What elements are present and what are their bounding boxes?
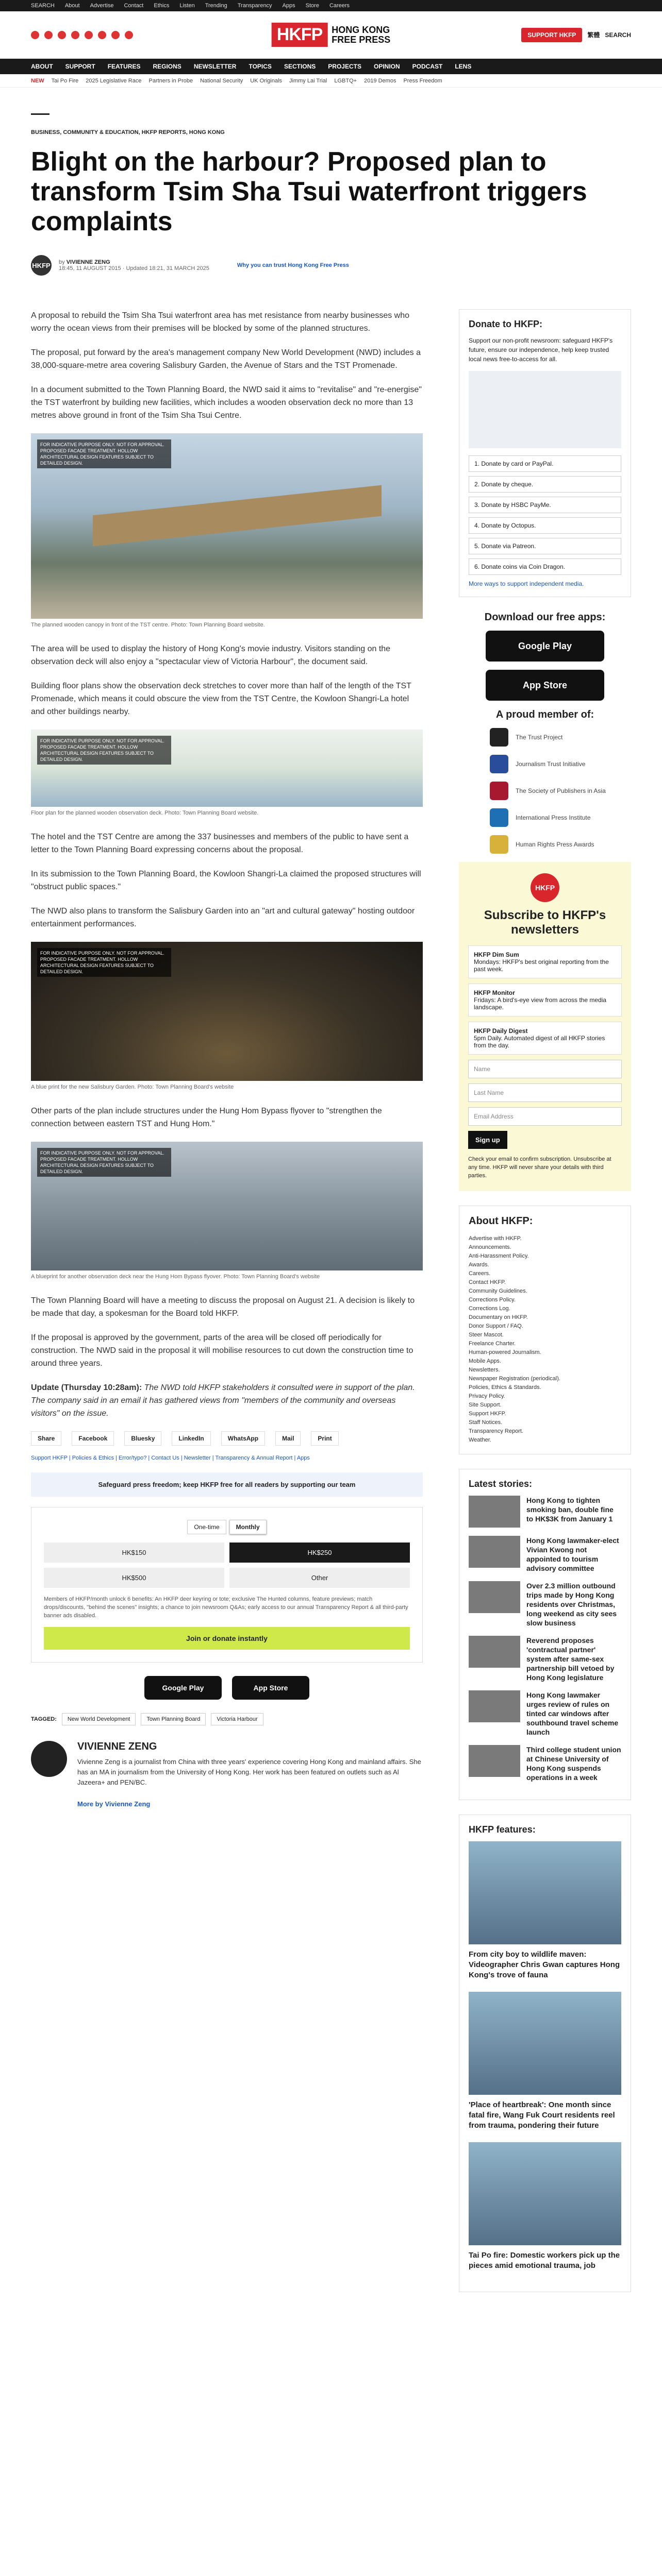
about-link[interactable]: Donor Support / FAQ. bbox=[469, 1323, 523, 1329]
story-thumbnail[interactable] bbox=[469, 1636, 520, 1668]
member-org[interactable]: Journalism Trust Initiative bbox=[459, 755, 631, 773]
figure-caption: The planned wooden canopy in front of the TST centre. Photo: Town Planning Board website. bbox=[31, 622, 265, 628]
facebook-icon[interactable] bbox=[31, 31, 39, 39]
author-bio bbox=[31, 1741, 423, 1821]
story-thumbnail[interactable] bbox=[469, 1690, 520, 1722]
nav-support[interactable]: SUPPORT bbox=[65, 63, 95, 70]
share-print[interactable]: Print bbox=[311, 1431, 338, 1446]
share-mail[interactable]: Mail bbox=[275, 1431, 301, 1446]
newsletter-option[interactable]: HKFP Daily Digest 5pm Daily. Automated digest of all HKFP stories from the day. bbox=[468, 1022, 622, 1055]
advertise-link[interactable]: Advertise bbox=[90, 3, 114, 9]
image-label: FOR INDICATIVE PURPOSE ONLY. NOT FOR APPROVAL. PROPOSED FACADE TREATMENT. HOLLOW ARCHITECTURAL DESIGN FEATURES SUBJECT TO DETAILED DESIGN. bbox=[37, 948, 171, 977]
figure bbox=[31, 942, 423, 1090]
about-link[interactable]: Anti-Harassment Policy. bbox=[469, 1253, 529, 1259]
nav-opinion[interactable]: OPINION bbox=[373, 63, 400, 70]
tab-one-time[interactable]: One-time bbox=[187, 1520, 226, 1534]
email-field[interactable]: Email Address bbox=[468, 1107, 622, 1126]
top-bar bbox=[0, 0, 662, 11]
nav-podcast[interactable]: PODCAST bbox=[412, 63, 443, 70]
image-label: FOR INDICATIVE PURPOSE ONLY. NOT FOR APPROVAL. PROPOSED FACADE TREATMENT. HOLLOW ARCHITECTURAL DESIGN FEATURES SUBJECT TO DETAILED DESIGN. bbox=[37, 736, 171, 765]
language-toggle[interactable]: 繁體 bbox=[587, 31, 600, 39]
social-icons bbox=[31, 31, 133, 39]
donate-text: Support our non-profit newsroom: safeguard HKFP's future, ensure our independence, help keep trusted local news free-to-access for all. bbox=[469, 337, 613, 363]
support-banner[interactable]: Safeguard press freedom; keep HKFP free for all readers by supporting our team bbox=[31, 1472, 423, 1497]
feature-image[interactable] bbox=[469, 1992, 621, 2095]
story-headline[interactable]: Third college student union at Chinese University of Hong Kong suspends operations in a week bbox=[526, 1745, 621, 1782]
sidebar bbox=[459, 309, 631, 2307]
features-title: HKFP features: bbox=[469, 1824, 536, 1835]
updated-date: Updated 18:21, 31 MARCH 2025 bbox=[126, 265, 209, 272]
donate-option[interactable]: 3. Donate by HSBC PayMe. bbox=[469, 497, 621, 513]
hkfp-icon: HKFP bbox=[531, 873, 559, 902]
donate-image bbox=[469, 371, 621, 448]
story-item[interactable] bbox=[469, 1496, 621, 1528]
about-link[interactable]: Announcements. bbox=[469, 1244, 511, 1250]
careers-link[interactable]: Careers bbox=[329, 3, 350, 9]
new-badge: NEW bbox=[31, 77, 44, 84]
more-by-author[interactable]: More by Vivienne Zeng bbox=[77, 1800, 151, 1808]
member-title: A proud member of: bbox=[495, 709, 594, 720]
canopy-image[interactable] bbox=[31, 433, 423, 619]
update-note: Update (Thursday 10:28am): The NWD told HKFP stakeholders it consulted were in support of the plan. The company said in an email it has gathered views from "members of the community and overseas visitors" on the issue. bbox=[31, 1383, 415, 1418]
donate-option[interactable]: 4. Donate by Octopus. bbox=[469, 517, 621, 534]
about-link[interactable]: About bbox=[64, 3, 80, 9]
newsletter-option[interactable]: HKFP Dim Sum Mondays: HKFP's best original reporting from the past week. bbox=[468, 945, 622, 978]
feature-headline[interactable]: Tai Po fire: Domestic workers pick up the pieces amid emotional trauma, job bbox=[469, 2251, 620, 2270]
story-thumbnail[interactable] bbox=[469, 1745, 520, 1777]
member-org[interactable]: Human Rights Press Awards bbox=[459, 835, 631, 854]
about-list bbox=[469, 1234, 621, 1445]
logo-text: HONG KONG FREE PRESS bbox=[332, 24, 391, 45]
share-whatsapp[interactable]: WhatsApp bbox=[221, 1431, 265, 1446]
paragraph: The Town Planning Board will have a meeting to discuss the proposal on August 21. A decision is likely to be made that day, a spokesman for the Board told HKFP. bbox=[31, 1296, 415, 1318]
paragraph: The hotel and the TST Centre are among the 337 businesses and members of the public to have sent a letter to the Town Planning Board expressing concerns about the proposal. bbox=[31, 833, 409, 854]
about-link[interactable]: Human-powered Journalism. bbox=[469, 1349, 541, 1355]
paragraph: Building floor plans show the observation deck stretches to cover more than half of the length of the TST Promenade, which means it could obscure the view from the TST Centre, the Kowloon Shangri-La hotel and other buildings nearby. bbox=[31, 682, 411, 716]
trending-item[interactable]: Partners in Probe bbox=[148, 77, 193, 84]
app-store-button[interactable]: App Store bbox=[486, 670, 604, 701]
trending-link[interactable]: Trending bbox=[205, 3, 227, 9]
feature-item[interactable] bbox=[469, 1992, 621, 2131]
search-link[interactable]: SEARCH bbox=[31, 3, 55, 9]
nav-projects[interactable]: PROJECTS bbox=[328, 63, 361, 70]
feature-image[interactable] bbox=[469, 2142, 621, 2245]
article-header bbox=[0, 113, 662, 276]
about-link[interactable]: Steer Mascot. bbox=[469, 1332, 504, 1338]
story-item[interactable] bbox=[469, 1636, 621, 1682]
trending-item[interactable]: Press Freedom bbox=[403, 77, 442, 84]
tag[interactable]: New World Development bbox=[62, 1713, 136, 1725]
feature-item[interactable] bbox=[469, 1841, 621, 1980]
contact-link[interactable]: Contact bbox=[124, 3, 144, 9]
share-bar bbox=[31, 1431, 423, 1446]
site-logo[interactable] bbox=[272, 23, 391, 47]
paragraph: The proposal, put forward by the area's management company New World Development (NWD) includes a 38,000-square-metre area covering Salisbury Garden, the Avenue of Stars and the TST Promenade. bbox=[31, 348, 421, 370]
trending-item[interactable]: LGBTQ+ bbox=[334, 77, 357, 84]
tag[interactable]: Town Planning Board bbox=[141, 1713, 206, 1725]
figure bbox=[31, 433, 423, 628]
support-button[interactable]: SUPPORT HKFP bbox=[521, 28, 582, 42]
share-bluesky[interactable]: Bluesky bbox=[124, 1431, 161, 1446]
trending-item[interactable]: Tai Po Fire bbox=[51, 77, 79, 84]
member-org[interactable]: The Trust Project bbox=[459, 728, 631, 747]
latest-stories bbox=[459, 1469, 631, 1800]
nav-features[interactable]: FEATURES bbox=[107, 63, 141, 70]
site-header bbox=[0, 11, 662, 59]
apps-link[interactable]: Apps bbox=[282, 3, 295, 9]
story-thumbnail[interactable] bbox=[469, 1581, 520, 1613]
about-link[interactable]: Contact HKFP. bbox=[469, 1279, 506, 1285]
youtube-icon[interactable] bbox=[71, 31, 79, 39]
author-bio-text: Vivienne Zeng is a journalist from China with three years' experience covering Hong Kong and mainland affairs. She has an MA in journalism from the University of Hong Kong. Her work has been featured on outlets such as Al Jazeera+ and PEN/BC. bbox=[77, 1758, 421, 1786]
tag[interactable]: Victoria Harbour bbox=[211, 1713, 263, 1725]
store-link[interactable]: Store bbox=[305, 3, 319, 9]
trending-item[interactable]: UK Originals bbox=[250, 77, 283, 84]
donate-box bbox=[31, 1507, 423, 1663]
publish-date: 18:45, 11 AUGUST 2015 bbox=[59, 265, 121, 272]
about-link[interactable]: Mobile Apps. bbox=[469, 1358, 501, 1364]
about-link[interactable]: Weather. bbox=[469, 1437, 491, 1443]
salisbury-garden-image[interactable] bbox=[31, 942, 423, 1081]
nav-lens[interactable]: LENS bbox=[455, 63, 472, 70]
byline: HKFP by VIVIENNE ZENG 18:45, 11 AUGUST 2015 · Updated 18:21, 31 MARCH 2025 Why you can trust Hong Kong Free Press bbox=[31, 255, 631, 276]
trending-item[interactable]: 2025 Legislative Race bbox=[86, 77, 142, 84]
feature-item[interactable] bbox=[469, 2142, 621, 2271]
trending-bar bbox=[0, 74, 662, 88]
image-label: FOR INDICATIVE PURPOSE ONLY. NOT FOR APPROVAL. PROPOSED FACADE TREATMENT. HOLLOW ARCHITECTURAL DESIGN FEATURES SUBJECT TO DETAILED DESIGN. bbox=[37, 439, 171, 468]
floor-plan-image[interactable] bbox=[31, 730, 423, 807]
more-ways-link[interactable]: More ways to support independent media. bbox=[469, 580, 584, 587]
google-play-badge[interactable]: Google Play bbox=[144, 1676, 222, 1700]
article-categories[interactable]: BUSINESS, COMMUNITY & EDUCATION, HKFP REPORTS, HONG KONG bbox=[31, 129, 225, 135]
linkedin-icon[interactable] bbox=[98, 31, 106, 39]
apps-title: Download our free apps: bbox=[484, 612, 606, 623]
figure-caption: A blue print for the new Salisbury Garden. Photo: Town Planning Board's website bbox=[31, 1084, 234, 1090]
header-search[interactable]: SEARCH bbox=[605, 31, 631, 39]
instagram-icon[interactable] bbox=[58, 31, 66, 39]
listen-link[interactable]: Listen bbox=[179, 3, 195, 9]
nav-regions[interactable]: REGIONS bbox=[153, 63, 181, 70]
ethics-link[interactable]: Ethics bbox=[154, 3, 170, 9]
footer-links[interactable]: Support HKFP | Policies & Ethics | Error/typo? | Contact Us | Newsletter | Transparency & Annual Report | Apps bbox=[31, 1455, 310, 1461]
amount-option[interactable]: HK$150 bbox=[44, 1543, 224, 1563]
story-headline[interactable]: Reverend proposes 'contractual partner' system after same-sex partnership bill vetoed by Hong Kong legislature bbox=[526, 1636, 615, 1682]
last-name-field[interactable]: Last Name bbox=[468, 1083, 622, 1102]
about-link[interactable]: Community Guidelines. bbox=[469, 1288, 527, 1294]
author-avatar bbox=[31, 1741, 67, 1777]
about-link[interactable]: Awards. bbox=[469, 1262, 489, 1268]
author-link[interactable]: VIVIENNE ZENG bbox=[66, 259, 110, 265]
story-item[interactable] bbox=[469, 1690, 621, 1737]
latest-title: Latest stories: bbox=[469, 1479, 533, 1489]
story-item[interactable] bbox=[469, 1581, 621, 1628]
newsletter-box bbox=[459, 862, 631, 1191]
trending-item[interactable]: Jimmy Lai Trial bbox=[289, 77, 327, 84]
nav-sections[interactable]: SECTIONS bbox=[284, 63, 316, 70]
paragraph: The area will be used to display the history of Hong Kong's movie industry. Visitors standing on the observation deck will also enjoy a "spectacular view of Victoria Harbour", the document said. bbox=[31, 645, 391, 666]
member-perks: Members of HKFP/month unlock 6 benefits: An HKFP deer keyring or tote; exclusive The Hunted columns, feature previews; match drops/discounts, "behind the scenes" insights; a chance to join newsroom Q&As; early access to our annual Transparency Report & all third-party banner ads disabled. bbox=[44, 1596, 408, 1619]
flyover-deck-image[interactable] bbox=[31, 1142, 423, 1270]
amount-option[interactable]: HK$500 bbox=[44, 1568, 224, 1588]
newsletter-option[interactable]: HKFP Monitor Fridays: A bird's-eye view from across the media landscape. bbox=[468, 984, 622, 1016]
name-field[interactable]: Name bbox=[468, 1060, 622, 1078]
tab-monthly[interactable]: Monthly bbox=[229, 1520, 267, 1534]
signup-button[interactable]: Sign up bbox=[468, 1131, 507, 1149]
nav-topics[interactable]: TOPICS bbox=[249, 63, 272, 70]
story-headline[interactable]: Hong Kong lawmaker-elect Vivian Kwong not appointed to tourism advisory committee bbox=[526, 1536, 619, 1572]
join-button[interactable]: Join or donate instantly bbox=[44, 1627, 410, 1650]
features-card bbox=[459, 1815, 631, 2292]
story-headline[interactable]: Hong Kong lawmaker urges review of rules on tinted car windows after southbound travel scheme launch bbox=[526, 1691, 619, 1736]
publisher-avatar: HKFP bbox=[31, 255, 52, 276]
about-link[interactable]: Documentary on HKFP. bbox=[469, 1314, 528, 1320]
figure bbox=[31, 1142, 423, 1280]
telegram-icon[interactable] bbox=[111, 31, 120, 39]
about-link[interactable]: Newsletters. bbox=[469, 1367, 500, 1373]
about-link[interactable]: Careers. bbox=[469, 1270, 491, 1277]
donate-option[interactable]: 6. Donate coins via Coin Dragon. bbox=[469, 558, 621, 575]
donate-option[interactable]: 2. Donate by cheque. bbox=[469, 476, 621, 493]
about-link[interactable]: Advertise with HKFP. bbox=[469, 1235, 522, 1242]
transparency-link[interactable]: Transparency bbox=[237, 3, 272, 9]
amount-option[interactable]: HK$250 bbox=[229, 1543, 410, 1563]
tags bbox=[31, 1713, 423, 1725]
donate-option[interactable]: 1. Donate by card or PayPal. bbox=[469, 455, 621, 472]
author-name[interactable]: VIVIENNE ZENG bbox=[77, 1741, 157, 1752]
story-headline[interactable]: Over 2.3 million outbound trips made by Hong Kong residents over Christmas, long weekend as city sees slow business bbox=[526, 1582, 617, 1627]
story-thumbnail[interactable] bbox=[469, 1536, 520, 1568]
about-link[interactable]: Newspaper Registration (periodical). bbox=[469, 1376, 560, 1382]
story-item[interactable] bbox=[469, 1745, 621, 1782]
paragraph: Other parts of the plan include structures under the Hung Hom Bypass flyover to "strengthen the connection between eastern TST and Hung Hom." bbox=[31, 1107, 382, 1128]
trending-item[interactable]: National Security bbox=[200, 77, 243, 84]
figure bbox=[31, 730, 423, 816]
newsletter-note: Check your email to confirm subscription. Unsubscribe at any time. HKFP will never share your details with third parties. bbox=[468, 1156, 611, 1179]
twitter-icon[interactable] bbox=[44, 31, 53, 39]
about-link[interactable]: Freelance Charter. bbox=[469, 1341, 516, 1347]
trust-link[interactable]: Why you can trust Hong Kong Free Press bbox=[237, 262, 349, 268]
about-link[interactable]: Privacy Policy. bbox=[469, 1393, 505, 1399]
share-linkedin[interactable]: LinkedIn bbox=[172, 1431, 210, 1446]
figure-caption: A blueprint for another observation deck near the Hung Hom Bypass flyover. Photo: Town Planning Board's website bbox=[31, 1274, 320, 1280]
about-link[interactable]: Staff Notices. bbox=[469, 1419, 503, 1426]
rss-icon[interactable] bbox=[125, 31, 133, 39]
share-label: Share bbox=[31, 1431, 61, 1446]
donate-title: Donate to HKFP: bbox=[469, 319, 542, 329]
amount-option[interactable]: Other bbox=[229, 1568, 410, 1588]
main-nav bbox=[0, 59, 662, 74]
member-org[interactable]: The Society of Publishers in Asia bbox=[459, 782, 631, 800]
newsletter-title: Subscribe to HKFP's newsletters bbox=[484, 908, 606, 937]
tags-label: TAGGED: bbox=[31, 1716, 57, 1722]
image-label: FOR INDICATIVE PURPOSE ONLY. NOT FOR APPROVAL. PROPOSED FACADE TREATMENT. HOLLOW ARCHITECTURAL DESIGN FEATURES SUBJECT TO DETAILED DESIGN. bbox=[37, 1148, 171, 1177]
about-link[interactable]: Corrections Log. bbox=[469, 1306, 510, 1312]
nav-newsletter[interactable]: NEWSLETTER bbox=[193, 63, 237, 70]
share-facebook[interactable]: Facebook bbox=[72, 1431, 114, 1446]
google-play-button[interactable]: Google Play bbox=[486, 631, 604, 662]
paragraph: In a document submitted to the Town Planning Board, the NWD said it aims to "revitalise" and "re-energise" the TST waterfront by building new facilities, which includes a wooden observation deck no more than 13 metres above ground in front of the Tsim Sha Tsui Centre. bbox=[31, 385, 422, 420]
paragraph: A proposal to rebuild the Tsim Sha Tsui waterfront area has met resistance from nearby businesses who worry the ocean views from their premises will be blocked by some of the planned structures. bbox=[31, 311, 410, 333]
about-link[interactable]: Corrections Policy. bbox=[469, 1297, 516, 1303]
figure-caption: Floor plan for the planned wooden observation deck. Photo: Town Planning Board website. bbox=[31, 810, 259, 816]
threads-icon[interactable] bbox=[85, 31, 93, 39]
story-thumbnail[interactable] bbox=[469, 1496, 520, 1528]
article-title: Blight on the harbour? Proposed plan to transform Tsim Sha Tsui waterfront triggers complaints bbox=[31, 147, 587, 236]
paragraph: In its submission to the Town Planning Board, the Kowloon Shangri-La claimed the proposed structures will "obstruct public spaces." bbox=[31, 870, 421, 891]
paragraph: If the proposal is approved by the government, parts of the area will be closed off periodically for construction. The NWD said in the proposal it will mobilise resources to cut down the construction time to around three years. bbox=[31, 1333, 413, 1368]
trending-item[interactable]: 2019 Demos bbox=[364, 77, 396, 84]
story-headline[interactable]: Hong Kong to tighten smoking ban, double fine to HK$3K from January 1 bbox=[526, 1496, 614, 1523]
divider bbox=[31, 113, 49, 115]
about-link[interactable]: Transparency Report. bbox=[469, 1428, 523, 1434]
logo-mark: HKFP bbox=[272, 23, 328, 47]
paragraph: The NWD also plans to transform the Salisbury Garden into an "art and cultural gateway" hosting outdoor entertainment performances. bbox=[31, 907, 415, 928]
member-org[interactable]: International Press Institute bbox=[459, 808, 631, 827]
feature-headline[interactable]: 'Place of heartbreak': One month since fatal fire, Wang Fuk Court residents reel from trauma, pondering their future bbox=[469, 2100, 615, 2130]
article-body bbox=[31, 309, 423, 1821]
story-item[interactable] bbox=[469, 1536, 621, 1573]
about-link[interactable]: Policies, Ethics & Standards. bbox=[469, 1384, 541, 1391]
nav-about[interactable]: ABOUT bbox=[31, 63, 53, 70]
feature-headline[interactable]: From city boy to wildlife maven: Videographer Chris Gwan captures Hong Kong's trove of fauna bbox=[469, 1950, 620, 1979]
about-link[interactable]: Support HKFP. bbox=[469, 1411, 506, 1417]
donate-option[interactable]: 5. Donate via Patreon. bbox=[469, 538, 621, 554]
app-store-badge[interactable]: App Store bbox=[232, 1676, 309, 1700]
about-title: About HKFP: bbox=[469, 1215, 533, 1227]
feature-image[interactable] bbox=[469, 1841, 621, 1944]
about-link[interactable]: Site Support. bbox=[469, 1402, 502, 1408]
donate-card bbox=[459, 309, 631, 597]
about-card bbox=[459, 1206, 631, 1454]
